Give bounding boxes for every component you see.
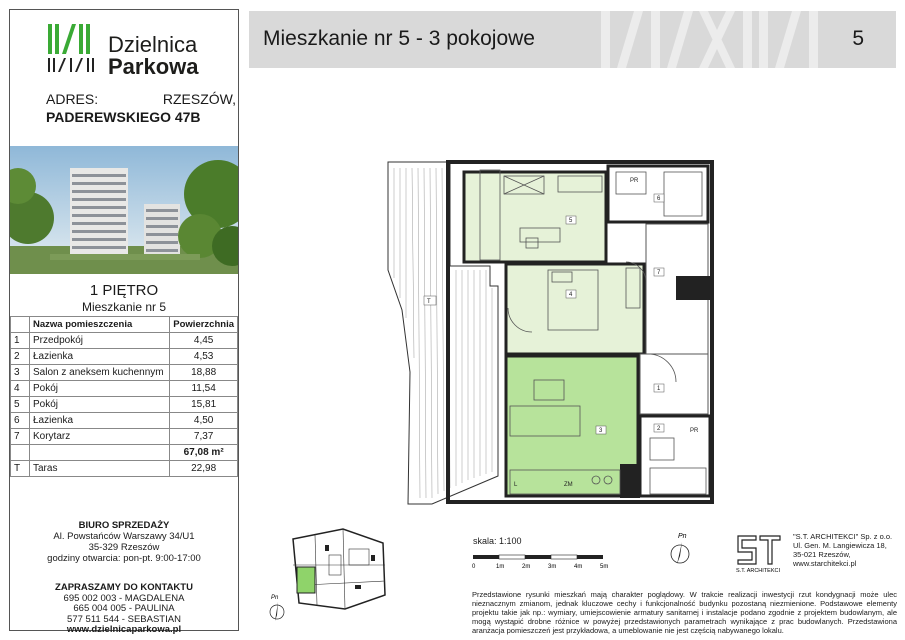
contact-heading: ZAPRASZAMY DO KONTAKTU	[55, 582, 193, 593]
architects-city: 35-021 Rzeszów,	[793, 550, 851, 559]
architects-website[interactable]: www.starchitekci.pl	[793, 559, 857, 568]
address-street: PADEREWSKIEGO 47B	[46, 109, 201, 125]
room-label-1: 1	[657, 386, 661, 392]
table-row: 5 Pokój 15,81	[11, 397, 238, 413]
address-label: ADRES:	[46, 91, 99, 107]
contact-block	[10, 583, 238, 636]
room-label-7: 7	[657, 270, 661, 276]
sales-office	[10, 520, 238, 564]
table-header-row	[11, 317, 238, 333]
table-row: 3 Salon z aneksem kuchennym 18,88	[11, 365, 238, 381]
building-photo	[10, 146, 238, 274]
architects-street: Ul. Gen. M. Langiewicza 18,	[793, 541, 887, 550]
contact-phone-2: 665 004 005 - PAULINA	[73, 603, 175, 614]
page-title: Mieszkanie nr 5 - 3 pokojowe	[263, 27, 535, 50]
key-plan	[285, 525, 395, 615]
address-block	[46, 90, 236, 126]
apartment-label: Mieszkanie nr 5	[81, 300, 167, 314]
dishwasher-label: ZM	[564, 482, 573, 488]
terrace-label: T	[427, 299, 431, 305]
fridge-label: L	[514, 482, 518, 488]
architects-name: "S.T. ARCHITEKCI" Sp. z o.o.	[793, 532, 893, 541]
logo-line1: Dzielnica	[108, 32, 198, 57]
total-area: 67,08 m²	[170, 445, 238, 461]
scale-tick: 4m	[574, 564, 583, 570]
north-label-small: Pn	[271, 595, 279, 601]
pr-label-2: PR	[690, 428, 699, 434]
page-header	[249, 11, 896, 68]
room-label-5: 5	[569, 218, 573, 224]
scale-tick: 5m	[600, 564, 609, 570]
room-label-4: 4	[569, 292, 573, 298]
scale-bar	[472, 553, 632, 573]
contact-phone-3: 577 511 544 - SEBASTIAN	[67, 613, 181, 625]
info-sidebar	[9, 9, 239, 635]
address-city: RZESZÓW,	[162, 91, 236, 107]
architects-logo-caption: S.T. ARCHITEKCI	[736, 568, 781, 574]
website-link[interactable]: www.dzielnicaparkowa.pl	[66, 624, 182, 635]
office-city: 35-329 Rzeszów	[88, 542, 160, 553]
logo-mark-icon	[46, 20, 102, 76]
table-row: 2 Łazienka 4,53	[11, 349, 238, 365]
scale-tick: 2m	[522, 564, 531, 570]
room-label-6: 6	[657, 196, 661, 202]
floor-label: 1 PIĘTRO	[89, 282, 159, 299]
terrace-row: T Taras 22,98	[11, 461, 238, 477]
office-street: Al. Powstańców Warszawy 34/U1	[53, 531, 195, 542]
rooms-table	[10, 316, 238, 477]
logo-pattern-icon	[599, 11, 829, 68]
developer-logo	[46, 20, 236, 78]
architects-block	[736, 532, 896, 574]
total-row	[11, 445, 238, 461]
room-label-2: 2	[657, 426, 661, 432]
col-header-room: Nazwa pomieszczenia	[30, 317, 170, 333]
north-label: Pn	[678, 533, 687, 540]
table-row: 6 Łazienka 4,50	[11, 413, 238, 429]
table-row: 7 Korytarz 7,37	[11, 429, 238, 445]
logo-line2: Parkowa	[108, 54, 199, 79]
pr-label-1: PR	[630, 178, 639, 184]
logo-wordmark	[108, 34, 199, 78]
table-row: 4 Pokój 11,54	[11, 381, 238, 397]
architects-logo-icon	[736, 532, 786, 574]
table-row: 1 Przedpokój 4,45	[11, 333, 238, 349]
scale-tick: 1m	[496, 564, 505, 570]
floor-plan	[380, 158, 730, 508]
disclaimer-text: Przedstawione rysunki mieszkań mają charakter poglądowy. W trakcie realizacji inwestycji rzut kondygnacji może ulec nieznacznym zmianom, jednak kluczowe cechy i funkcjonalność budynku pozostaną niezmienione. Podstawowe elementy projektu takie jak np.: wymiary, umiejscowienie armatury sanitarnej i instalacje podano zgodnie z projektem budowlanym, ale mogą wystąpić drobne różnice w powyżej przedstawionych parametrach wynikające z prac budowlanych. Przedstawiona aranżacja pomieszczeń jest przykładowa, a umeblowanie nie jest częścią nabywanego lokalu.	[472, 590, 897, 635]
apartment-number: 5	[852, 27, 864, 50]
room-label-3: 3	[599, 428, 603, 434]
building-render-image	[10, 146, 238, 274]
scale-tick: 3m	[548, 564, 557, 570]
contact-phone-1: 695 002 003 - MAGDALENA	[63, 592, 185, 604]
scale-tick: 0	[472, 564, 476, 570]
col-header-area: Powierzchnia	[170, 317, 238, 333]
office-heading: BIURO SPRZEDAŻY	[78, 520, 170, 531]
office-hours: godziny otwarcia: pon-pt. 9:00-17:00	[47, 553, 201, 564]
scale-label: skala: 1:100	[473, 536, 522, 546]
north-arrow-icon	[668, 530, 692, 570]
north-arrow-small-icon	[267, 592, 287, 624]
